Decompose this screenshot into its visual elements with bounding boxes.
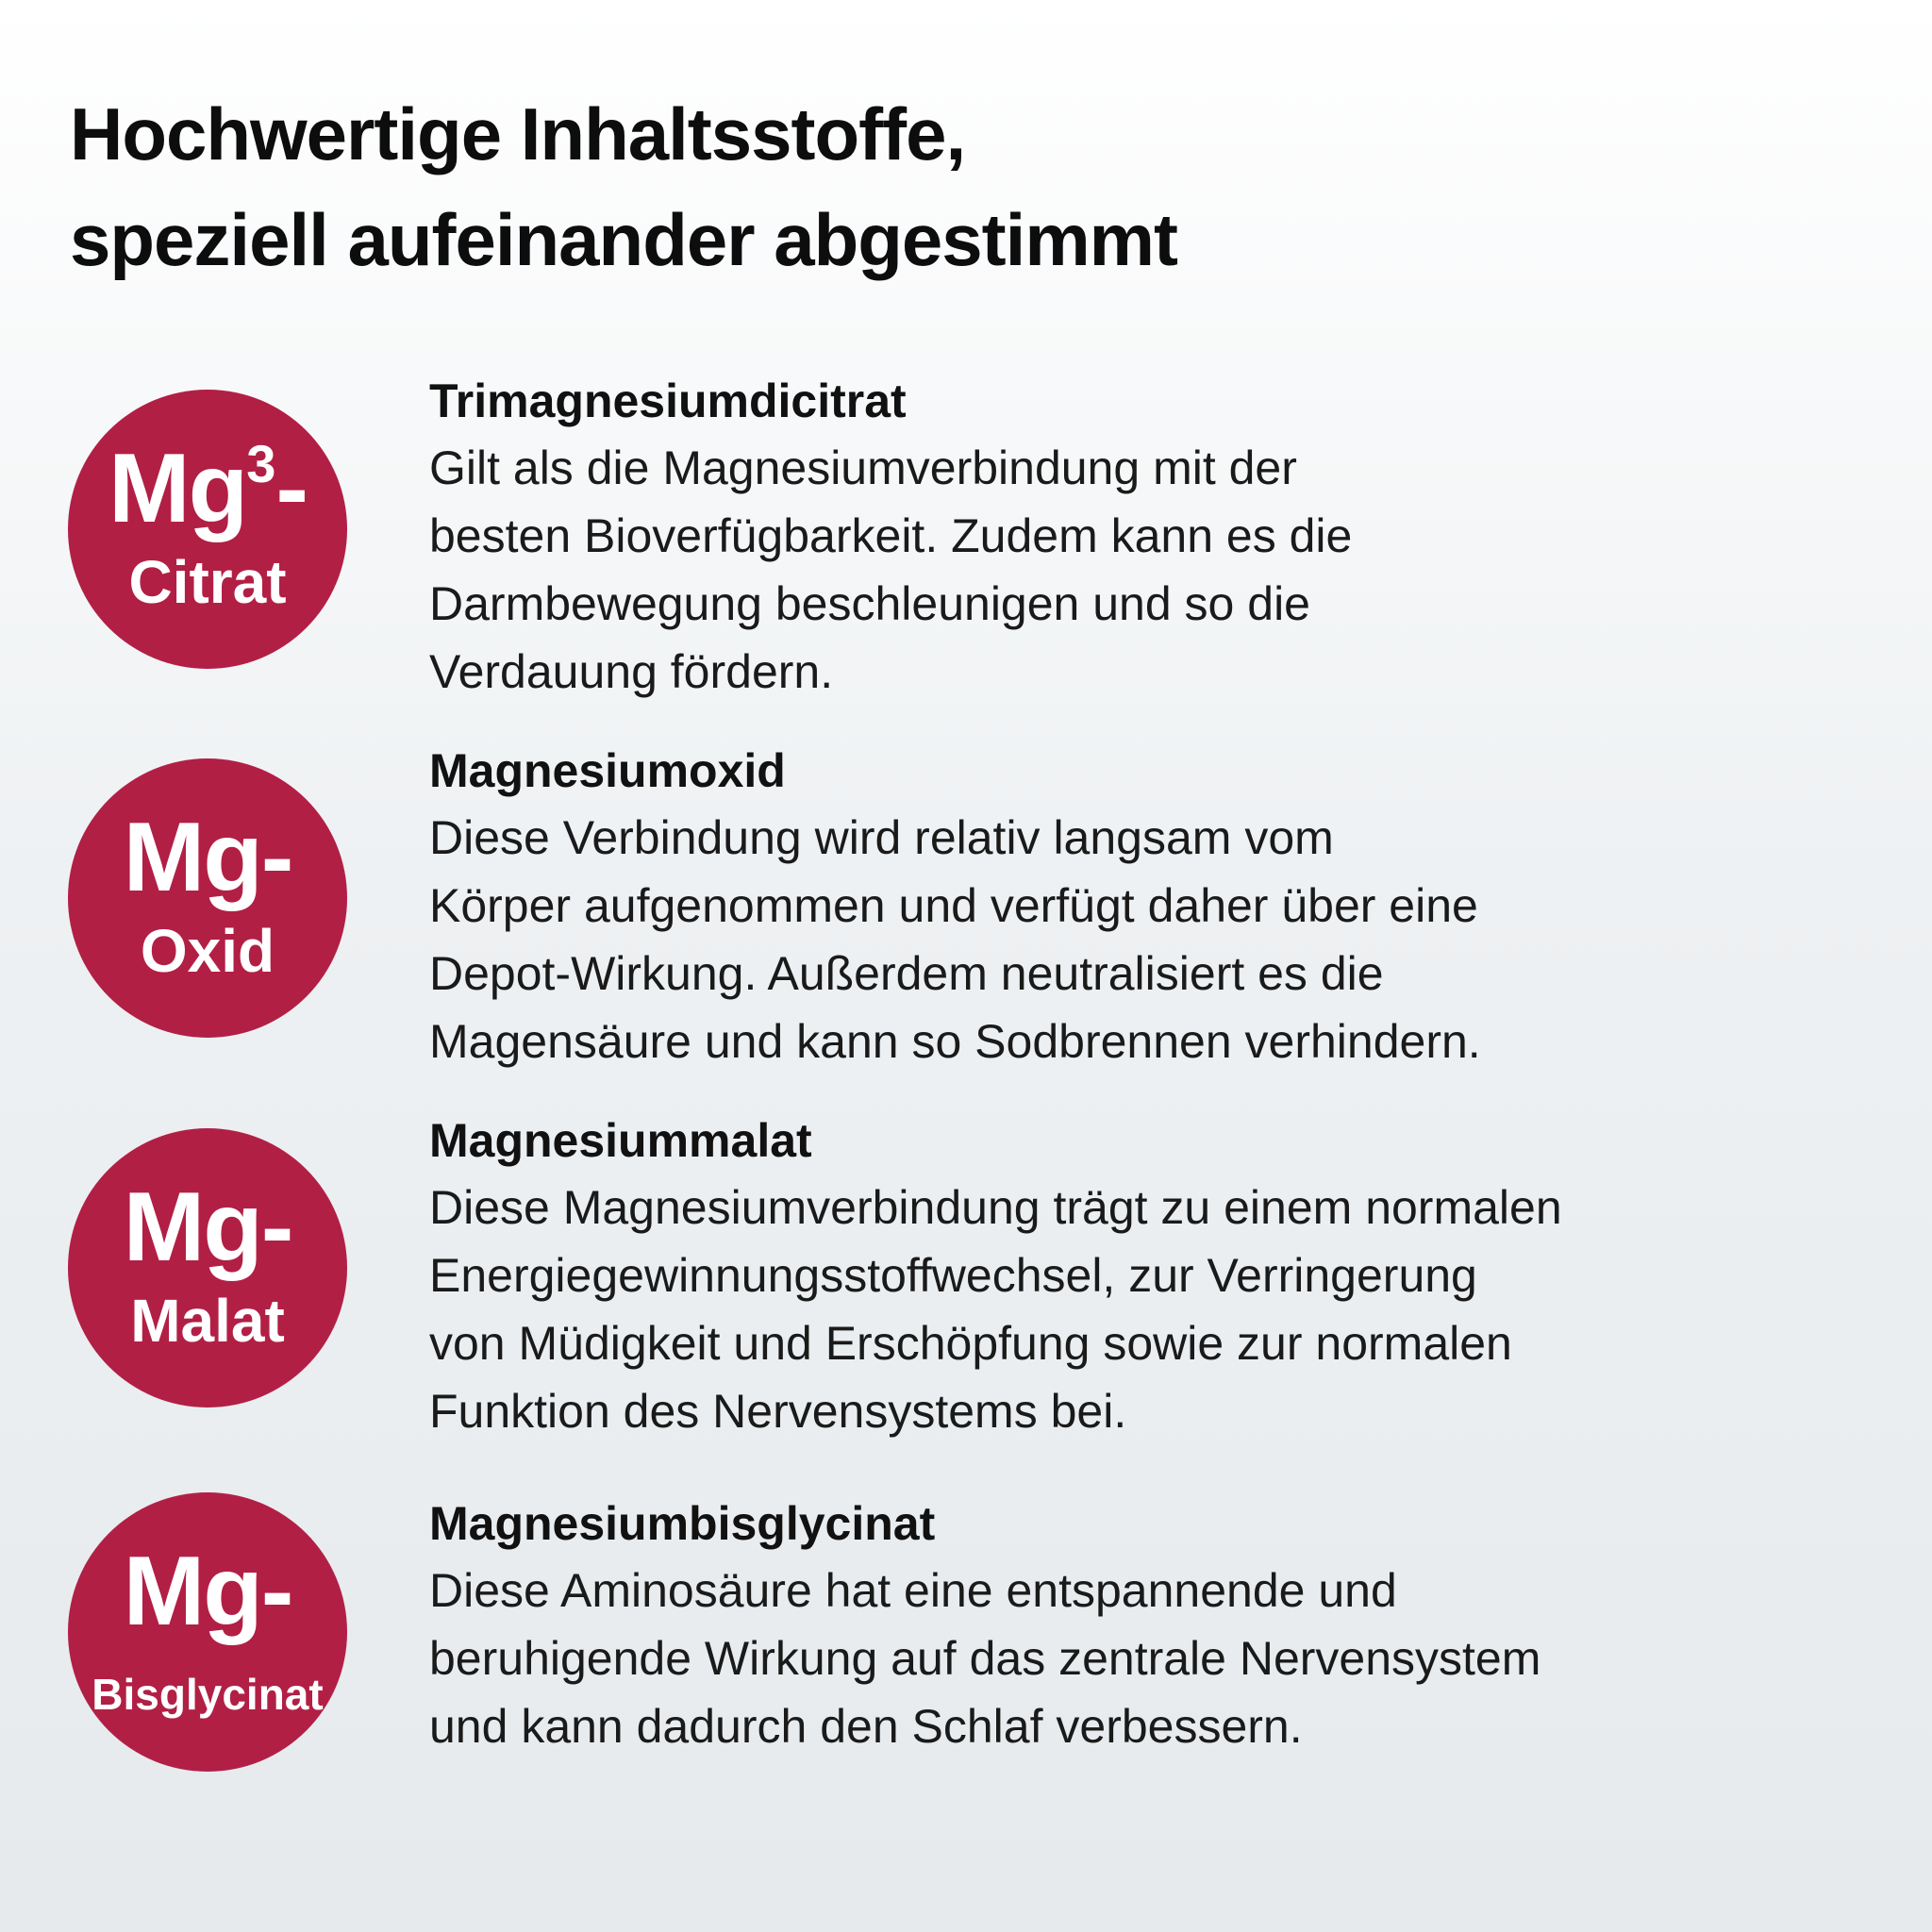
mg-oxid-badge [68,758,347,1038]
page-title-line-1: Hochwertige Inhaltsstoffe, [70,92,966,175]
badge-label: Citrat [128,548,287,616]
mg-citrat-badge [68,390,347,669]
mg-bisglycinat-badge [68,1492,347,1772]
ingredient-text [429,738,1656,1075]
badge-formula: Mg$^3$- [108,434,307,543]
badge-label: Bisglycinat [92,1670,324,1719]
ingredient-text [429,368,1656,706]
badge-formula: Mg- [123,803,292,912]
badge-formula: Mg- [123,1173,292,1282]
ingredient-description: Diese Magnesiumverbindung trägt zu einem normalen Energiegewinnungsstoffwechsel, zur Verringerung von Müdigkeit und Erschöpfung sowie zur normalen Funktion des Nervensystems bei. [429,1181,1562,1438]
ingredient-title: Magnesiumoxid [429,744,786,797]
badge-formula: Mg- [123,1537,292,1646]
ingredient-title: Magnesiumbisglycinat [429,1497,936,1550]
ingredient-description: Diese Verbindung wird relativ langsam vom Körper aufgenommen und verfügt daher über eine Depot-Wirkung. Außerdem neutralisiert es die Magensäure und kann so Sodbrennen verhindern. [429,811,1481,1068]
page-title [70,81,1843,292]
mg-malat-badge [68,1128,347,1407]
badge-label: Malat [130,1287,285,1355]
ingredient-description: Gilt als die Magnesiumverbindung mit der besten Bioverfügbarkeit. Zudem kann es die Darmbewegung beschleunigen und so die Verdauung fördern. [429,441,1353,698]
ingredient-text [429,1491,1656,1760]
page-title-line-2: speziell aufeinander abgestimmt [70,198,1178,281]
badge-superscript: 3 [246,434,276,494]
ingredient-text [429,1108,1656,1445]
badge-label: Oxid [140,917,275,985]
ingredient-title: Magnesiummalat [429,1114,812,1167]
ingredient-title: Trimagnesiumdicitrat [429,375,907,427]
ingredient-description: Diese Aminosäure hat eine entspannende und beruhigende Wirkung auf das zentrale Nervensystem und kann dadurch den Schlaf verbessern. [429,1564,1541,1753]
